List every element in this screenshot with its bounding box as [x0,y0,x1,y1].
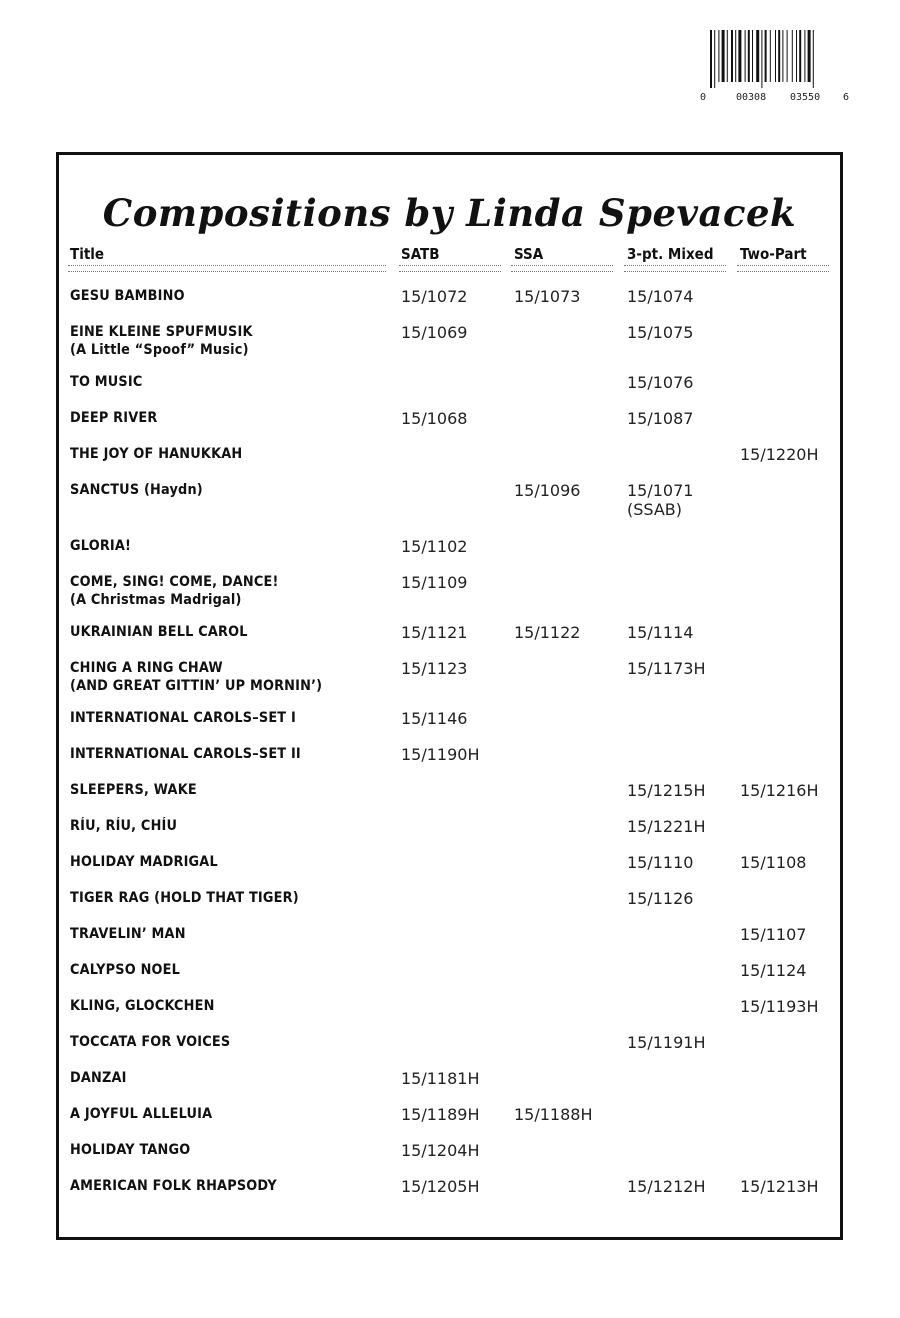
satb-number-value: 15/1102 [401,537,468,556]
barcode-bar [718,30,719,82]
composition-title-main: COME, SING! COME, DANCE! [70,574,279,590]
two-part-number [740,961,806,980]
barcode-bar [748,30,750,82]
satb-number-value: 15/1205H [401,1177,480,1196]
satb-number-value: 15/1181H [401,1069,480,1088]
barcode-bar [727,30,728,82]
composition-title [70,709,296,727]
satb-number [401,745,480,764]
two-part-number-value: 15/1107 [740,925,807,944]
header-rule-ssa [511,265,613,272]
composition-title-main: A JOYFUL ALLELUIA [70,1106,213,1122]
satb-number [401,623,467,642]
barcode-bar [775,30,776,82]
3pt-mixed-number [627,623,693,642]
two-part-number [740,853,806,872]
satb-number-value: 15/1190H [401,745,480,764]
barcode [700,30,850,110]
composition-title-main: TRAVELIN’ MAN [70,926,186,942]
composition-title [70,323,253,359]
3pt-mixed-number [627,1177,706,1196]
satb-number [401,1177,480,1196]
composition-title-main: DEEP RIVER [70,410,158,426]
composition-title [70,853,218,871]
composition-title-main: KLING, GLOCKCHEN [70,998,215,1014]
ssa-number-value: 15/1188H [514,1105,593,1124]
two-part-number-value: 15/1124 [740,961,807,980]
barcode-bar [808,30,811,82]
composition-title [70,659,322,695]
ssa-number-value: 15/1073 [514,287,581,306]
barcode-bar [756,30,759,82]
satb-number [401,323,467,342]
ssa-number-value: 15/1122 [514,623,581,642]
3pt-mixed-number [627,889,693,908]
two-part-number [740,925,806,944]
composition-title [70,623,248,641]
ssa-number [514,481,580,500]
composition-title [70,573,279,609]
3pt-mixed-number [627,481,693,519]
barcode-digits-group-1: 00308 [736,92,767,103]
satb-number-value: 15/1146 [401,709,468,728]
composition-subtitle: (A Christmas Madrigal) [70,592,242,608]
composition-title [70,409,157,427]
header-rule-title [68,265,386,272]
3pt-mixed-number-value: 15/1191H [627,1033,706,1052]
header-rule-two-part [737,265,829,272]
composition-subtitle: (AND GREAT GITTIN’ UP MORNIN’) [70,678,323,694]
satb-number [401,287,467,306]
composition-title [70,817,177,835]
composition-title-main: CHING A RING CHAW [70,660,223,676]
barcode-bar [735,30,736,82]
satb-number-value: 15/1121 [401,623,468,642]
3pt-mixed-number [627,323,693,342]
barcode-bar [804,30,805,82]
satb-number [401,709,467,728]
ssa-number [514,623,580,642]
composition-title [70,1105,212,1123]
composition-title-main: THE JOY OF HANUKKAH [70,446,243,462]
barcode-digit-left: 0 [700,92,707,103]
composition-title [70,745,301,763]
two-part-number-value: 15/1213H [740,1177,819,1196]
composition-title [70,961,180,979]
composition-title-main: INTERNATIONAL CAROLS–SET II [70,746,301,762]
composition-title-main: SANCTUS (Haydn) [70,482,203,498]
barcode-digit-right: 6 [843,92,850,103]
barcode-bar [813,30,814,88]
3pt-mixed-number [627,1033,706,1052]
composition-title-main: AMERICAN FOLK RHAPSODY [70,1178,277,1194]
3pt-mixed-number-value: 15/1114 [627,623,694,642]
barcode-bar [765,30,767,82]
barcode-bar [710,30,712,88]
3pt-mixed-number-value: 15/1215H [627,781,706,800]
3pt-mixed-number-value: 15/1071 [627,481,694,500]
3pt-mixed-number-value: 15/1075 [627,323,694,342]
composition-title [70,537,131,555]
satb-number [401,409,467,428]
two-part-number [740,1177,819,1196]
barcode-bar [731,30,733,82]
composition-title-main: EINE KLEINE SPUFMUSIK [70,324,253,340]
satb-number-value: 15/1189H [401,1105,480,1124]
3pt-mixed-number-value: 15/1173H [627,659,706,678]
composition-title [70,287,185,305]
3pt-mixed-number-value: 15/1126 [627,889,694,908]
column-header-title: Title [70,245,105,263]
column-header-two-part: Two-Part [740,245,807,263]
column-header-ssa: SSA [514,245,544,263]
3pt-mixed-number-value: 15/1221H [627,817,706,836]
3pt-mixed-number [627,781,706,800]
3pt-mixed-number-value: 15/1076 [627,373,694,392]
composition-title-main: HOLIDAY MADRIGAL [70,854,218,870]
barcode-bar [778,30,780,82]
3pt-mixed-number-value: 15/1110 [627,853,694,872]
barcode-bar [782,30,783,82]
composition-title [70,781,197,799]
composition-title [70,373,142,391]
barcode-bar [745,30,746,82]
header-rule-satb [399,265,501,272]
composition-title [70,925,186,943]
barcode-bar [796,30,797,82]
3pt-mixed-number [627,409,693,428]
barcode-bar [752,30,753,82]
3pt-mixed-number-value: 15/1087 [627,409,694,428]
two-part-number-value: 15/1216H [740,781,819,800]
two-part-number-value: 15/1193H [740,997,819,1016]
3pt-mixed-number [627,817,706,836]
composition-title-main: INTERNATIONAL CAROLS–SET I [70,710,296,726]
two-part-number [740,781,819,800]
satb-number-value: 15/1123 [401,659,468,678]
barcode-bar [714,30,715,88]
page-title: Compositions by Linda Spevacek [102,191,797,235]
3pt-mixed-number [627,373,693,392]
barcode-bar [787,30,788,82]
composition-title-main: CALYPSO NOEL [70,962,181,978]
3pt-mixed-number-value: 15/1074 [627,287,694,306]
composition-title-main: GESU BAMBINO [70,288,185,304]
satb-number [401,573,467,592]
composition-title-main: SLEEPERS, WAKE [70,782,197,798]
barcode-bar [792,30,793,82]
3pt-mixed-number [627,287,693,306]
two-part-number [740,445,819,464]
column-header-3pt-mixed: 3-pt. Mixed [627,245,714,263]
ssa-number [514,287,580,306]
composition-title-main: RÍU, RÍU, CHÍU [70,818,178,834]
composition-title-main: TOCCATA FOR VOICES [70,1034,231,1050]
satb-number-value: 15/1068 [401,409,468,428]
barcode-digits-group-2: 03550 [790,92,821,103]
two-part-number-value: 15/1220H [740,445,819,464]
composition-title [70,997,215,1015]
composition-title [70,481,203,499]
ssa-number [514,1105,593,1124]
satb-number-value: 15/1072 [401,287,468,306]
satb-number [401,537,467,556]
composition-title-main: HOLIDAY TANGO [70,1142,191,1158]
barcode-bar [799,30,801,82]
satb-number [401,659,467,678]
composition-title-main: UKRAINIAN BELL CAROL [70,624,248,640]
3pt-mixed-number [627,853,693,872]
composition-title [70,1141,190,1159]
satb-number-value: 15/1109 [401,573,468,592]
two-part-number [740,997,819,1016]
voicing-note: (SSAB) [627,500,683,519]
composition-title-main: TIGER RAG (HOLD THAT TIGER) [70,890,299,906]
composition-title [70,445,242,463]
ssa-number-value: 15/1096 [514,481,581,500]
composition-title [70,1177,277,1195]
satb-number [401,1105,480,1124]
composition-title-main: GLORIA! [70,538,132,554]
header-rule-3pt-mixed [624,265,726,272]
barcode-bar [770,30,771,82]
satb-number [401,1141,480,1160]
compositions-panel [56,152,843,1240]
satb-number-value: 15/1204H [401,1141,480,1160]
column-header-satb: SATB [401,245,440,263]
two-part-number-value: 15/1108 [740,853,807,872]
composition-title [70,1069,127,1087]
composition-title-main: TO MUSIC [70,374,143,390]
3pt-mixed-number [627,659,706,678]
barcode-bar [738,30,741,82]
composition-title-main: DANZAI [70,1070,127,1086]
3pt-mixed-number-value: 15/1212H [627,1177,706,1196]
barcode-bar [722,30,725,82]
composition-title [70,1033,230,1051]
barcode-bars [710,30,840,88]
barcode-bar [761,30,762,88]
satb-number [401,1069,480,1088]
satb-number-value: 15/1069 [401,323,468,342]
composition-title [70,889,299,907]
composition-subtitle: (A Little “Spoof” Music) [70,342,249,358]
